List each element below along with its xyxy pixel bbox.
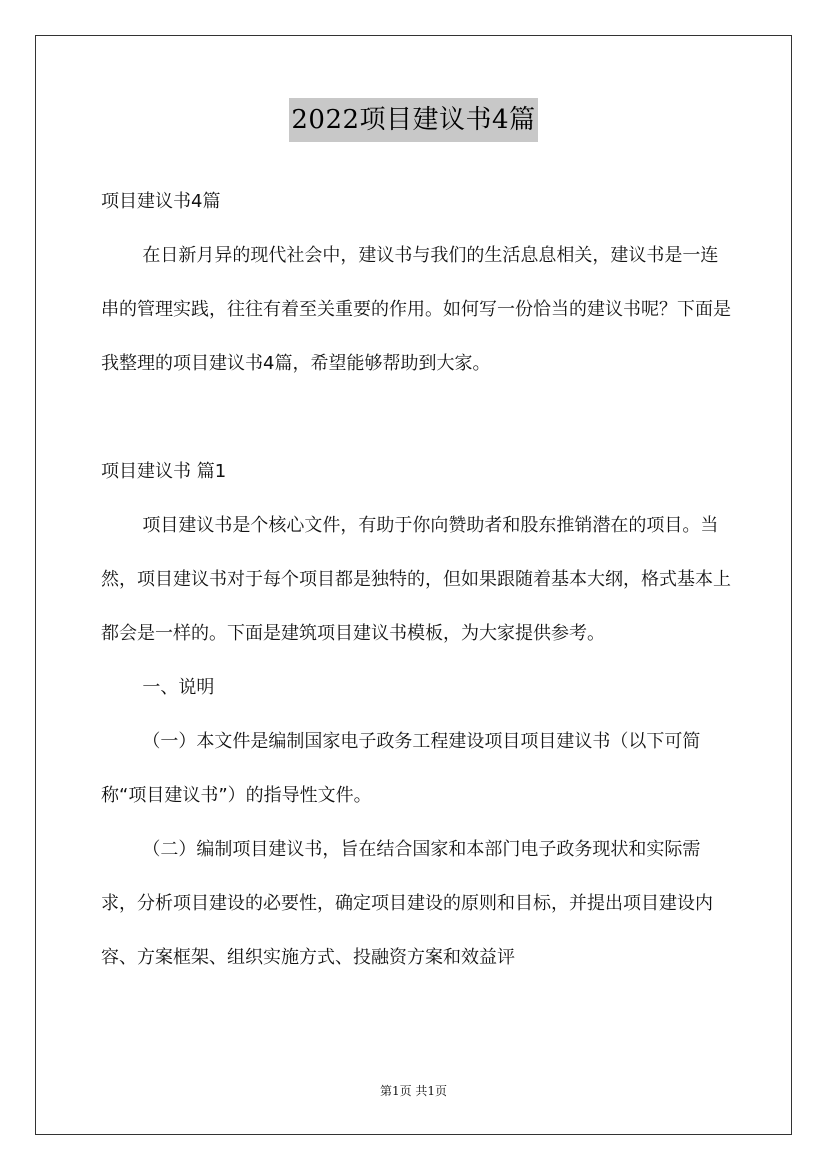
paragraph-gap — [101, 391, 731, 445]
title-wrap — [0, 98, 827, 142]
document-subtitle: 项目建议书4篇 — [101, 191, 221, 212]
document-title[interactable]: 2022项目建议书4篇 — [289, 98, 537, 142]
document-body — [101, 175, 731, 985]
body-paragraph-2: 一、说明 — [142, 677, 215, 698]
body-paragraph-3: （一）本文件是编制国家电子政务工程建设项目项目建议书（以下可简称“项目建议书”）的指导性文件。 — [101, 731, 701, 806]
section-heading: 项目建议书 篇1 — [101, 461, 227, 482]
intro-paragraph: 在日新月异的现代社会中，建议书与我们的生活息息相关，建议书是一连串的管理实践，往往有着至关重要的作用。如何写一份恰当的建议书呢？下面是我整理的项目建议书4篇，希望能够帮助到大家。 — [101, 245, 731, 374]
body-paragraph-4: （二）编制项目建议书，旨在结合国家和本部门电子政务现状和实际需求，分析项目建设的必要性，确定项目建设的原则和目标，并提出项目建设内容、方案框架、组织实施方式、投融资方案和效益评 — [101, 839, 713, 968]
body-paragraph-1: 项目建议书是个核心文件，有助于你向赞助者和股东推销潜在的项目。当然，项目建议书对于每个项目都是独特的，但如果跟随着基本大纲，格式基本上都会是一样的。下面是建筑项目建议书模板，为大家提供参考。 — [101, 515, 731, 644]
page-footer: 第1页 共1页 — [379, 1084, 448, 1098]
